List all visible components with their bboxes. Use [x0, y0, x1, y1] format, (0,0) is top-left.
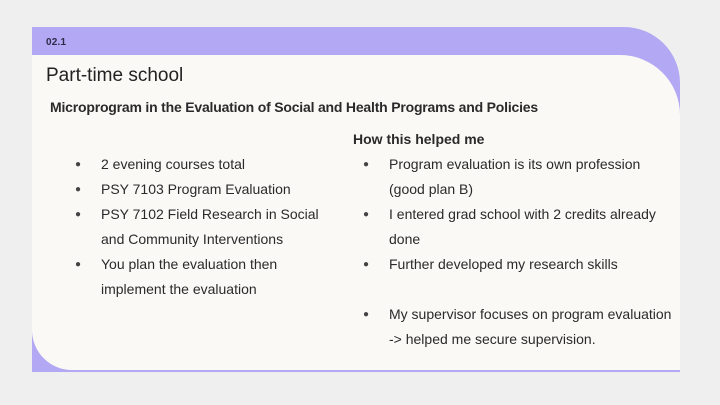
- list-item: ● My supervisor focuses on program evaluation -> helped me secure supervision.: [363, 302, 673, 352]
- list-item: ● Program evaluation is its own profession (good plan B): [363, 152, 673, 202]
- list-item: ● PSY 7103 Program Evaluation: [75, 177, 330, 202]
- section-number: 02.1: [46, 37, 67, 48]
- list-item: ● Further developed my research skills: [363, 252, 673, 277]
- list-item: ● You plan the evaluation then implement the evaluation: [75, 252, 330, 302]
- list-item: ● 2 evening courses total: [75, 152, 330, 177]
- list-item: ● PSY 7102 Field Research in Social and Community Interventions: [75, 202, 330, 252]
- right-bullet-list: [363, 152, 673, 352]
- right-column-heading: How this helped me: [353, 131, 485, 147]
- list-item: ● I entered grad school with 2 credits already done: [363, 202, 673, 252]
- left-bullet-list: [75, 152, 330, 302]
- slide-subtitle: Microprogram in the Evaluation of Social and Health Programs and Policies: [50, 99, 538, 115]
- slide-title: Part-time school: [46, 65, 184, 86]
